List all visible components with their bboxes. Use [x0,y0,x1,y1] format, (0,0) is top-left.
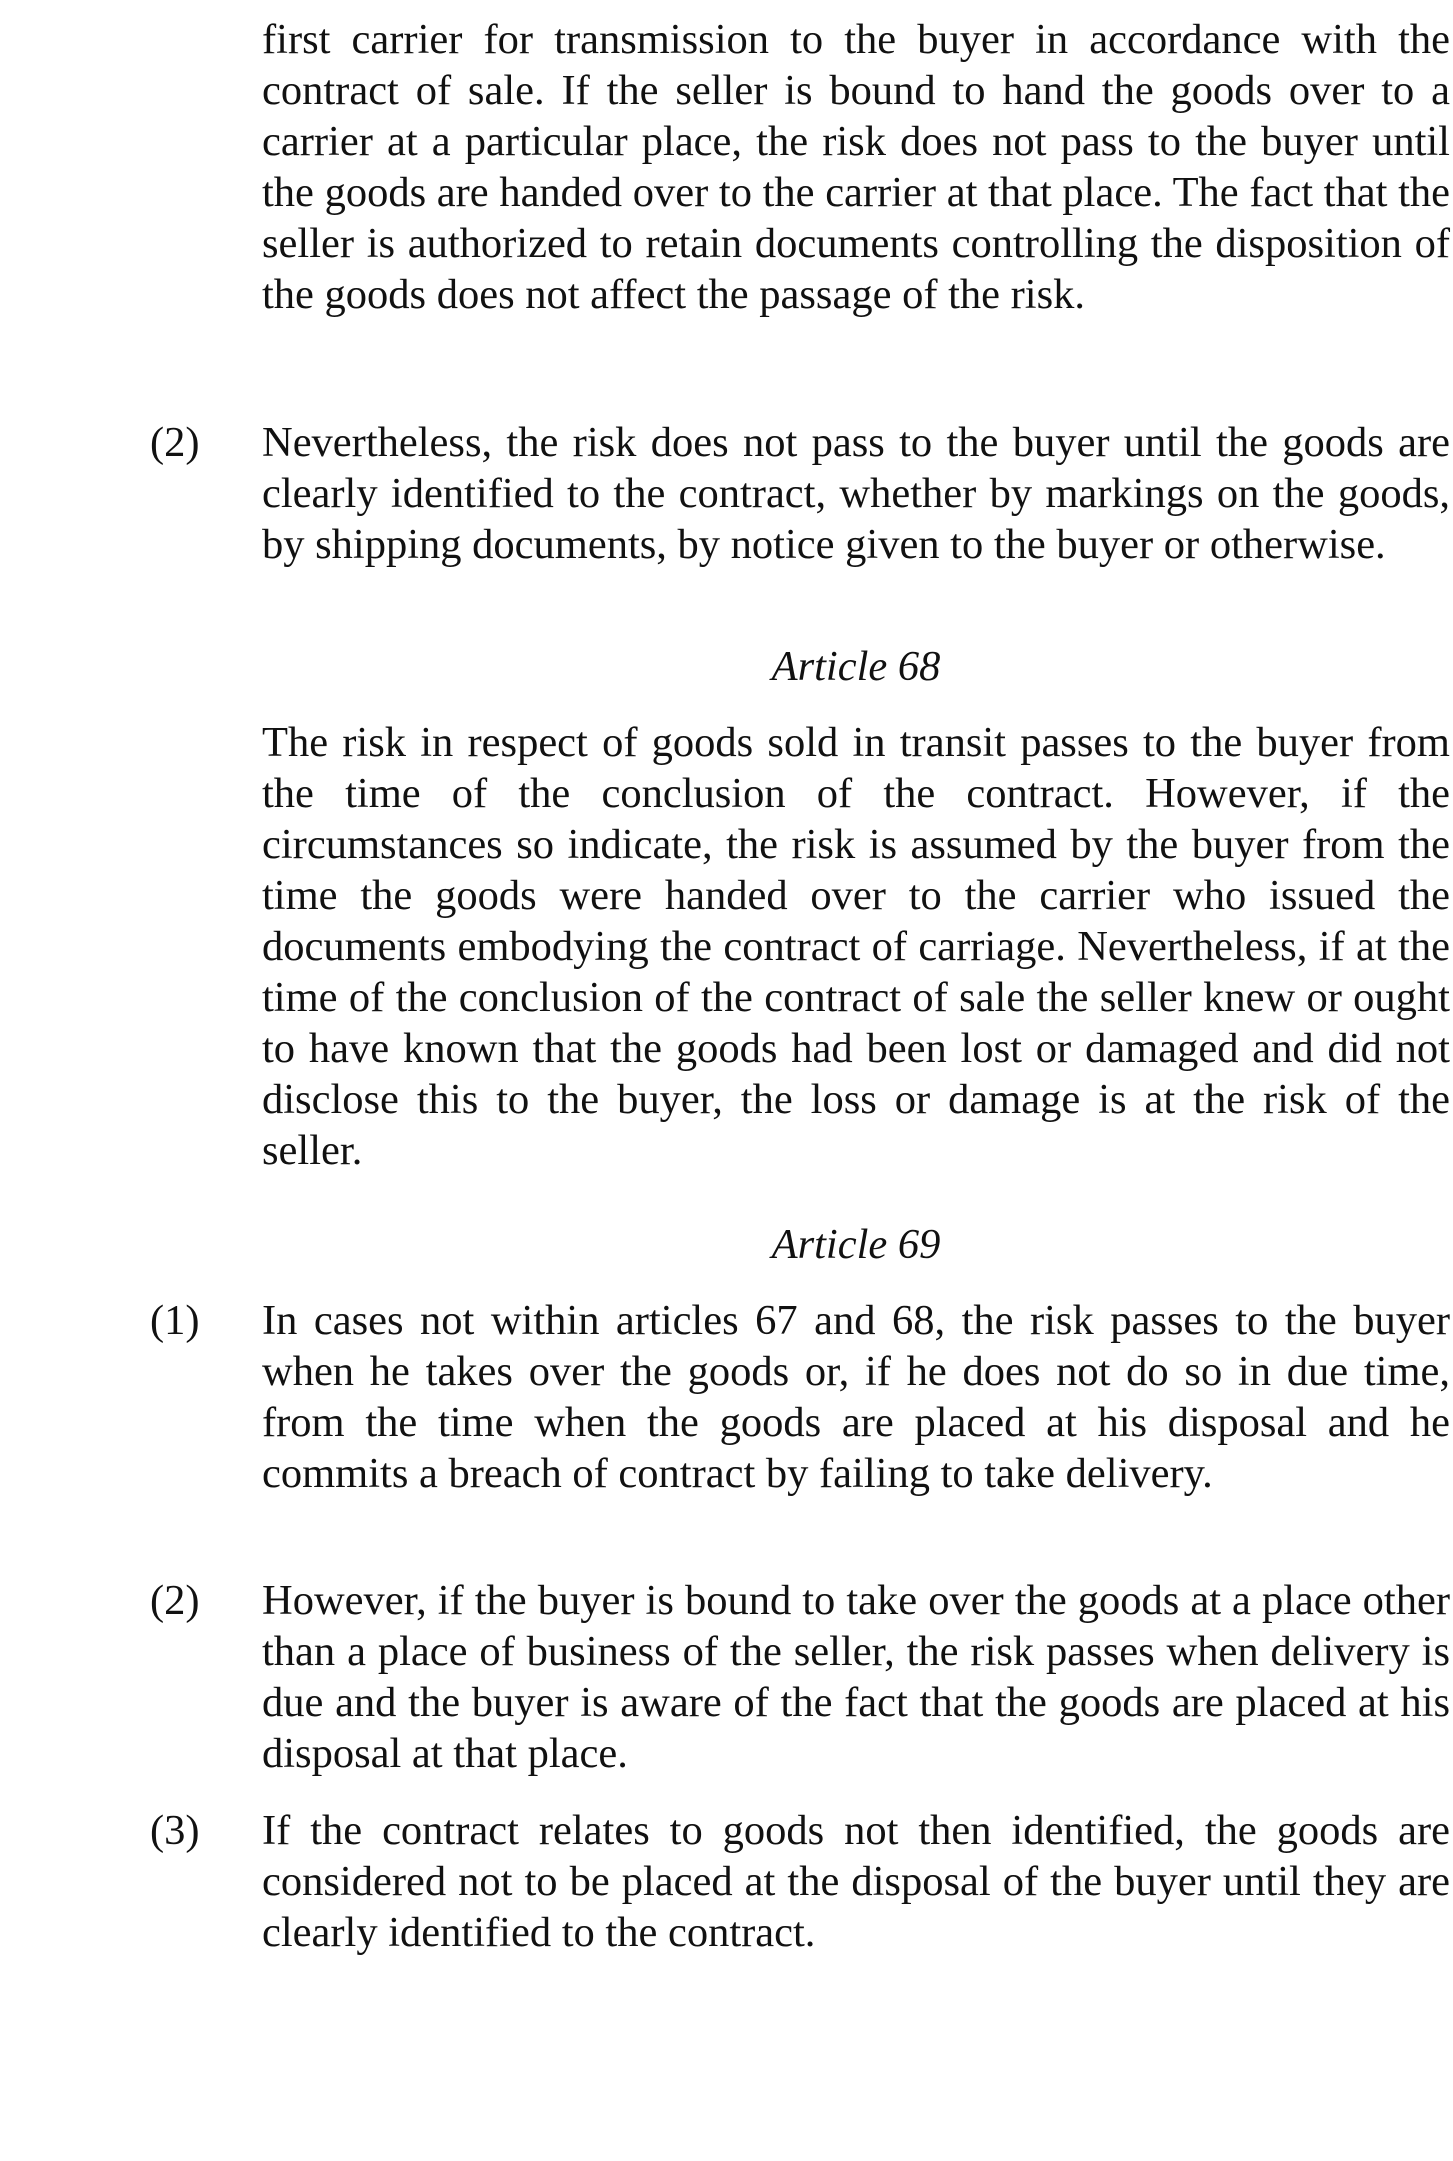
article-68-text: The risk in respect of goods sold in transit passes to the buyer from the time of the conclusion of the contract. However, if the circumstances so indicate, the risk is assumed by the buyer from the time the goods were handed over to the carrier who issued the documents embodying the contract of carriage. Nevertheless, if at the time of the conclusion of the contract of sale the seller knew or ought to have known that the goods had been lost or damaged and did not disclose this to the buyer, the loss or damage is at the risk of the seller. [262,719,1450,1174]
article-68-heading: Article 68 [771,643,941,690]
article-69-paragraph-2-text: However, if the buyer is bound to take over the goods at a place other than a place of business of the seller, the risk passes when delivery is due and the buyer is aware of the fact that the goods are placed at his disposal at that place. [262,1577,1450,1777]
article-69-paragraph-1-number: (1) [150,1297,200,1344]
article-69-paragraph-2-number: (2) [150,1577,200,1624]
article-67-paragraph-2-number: (2) [150,419,200,466]
article-69-paragraph-3-text: If the contract relates to goods not then identified, the goods are considered not to be placed at the disposal of the buyer until they are clearly identified to the contract. [262,1807,1450,1956]
article-69-paragraph-1-text: In cases not within articles 67 and 68, the risk passes to the buyer when he takes over the goods or, if he does not do so in due time, from the time when the goods are placed at his disposal and he commits a breach of contract by failing to take delivery. [262,1297,1450,1497]
article-69-heading: Article 69 [771,1221,941,1268]
article-67-paragraph-2-text: Nevertheless, the risk does not pass to the buyer until the goods are clearly identified to the contract, whether by markings on the goods, by shipping documents, by notice given to the buyer or otherwise. [262,419,1450,568]
article-67-continuation: first carrier for transmission to the buyer in accordance with the contract of sale. If the seller is bound to hand the goods over to a carrier at a particular place, the risk does not pass to the buyer until the goods are handed over to the carrier at that place. The fact that the seller is authorized to retain documents controlling the disposition of the goods does not affect the passage of the risk. [262,16,1450,318]
article-69-paragraph-3-number: (3) [150,1807,200,1854]
